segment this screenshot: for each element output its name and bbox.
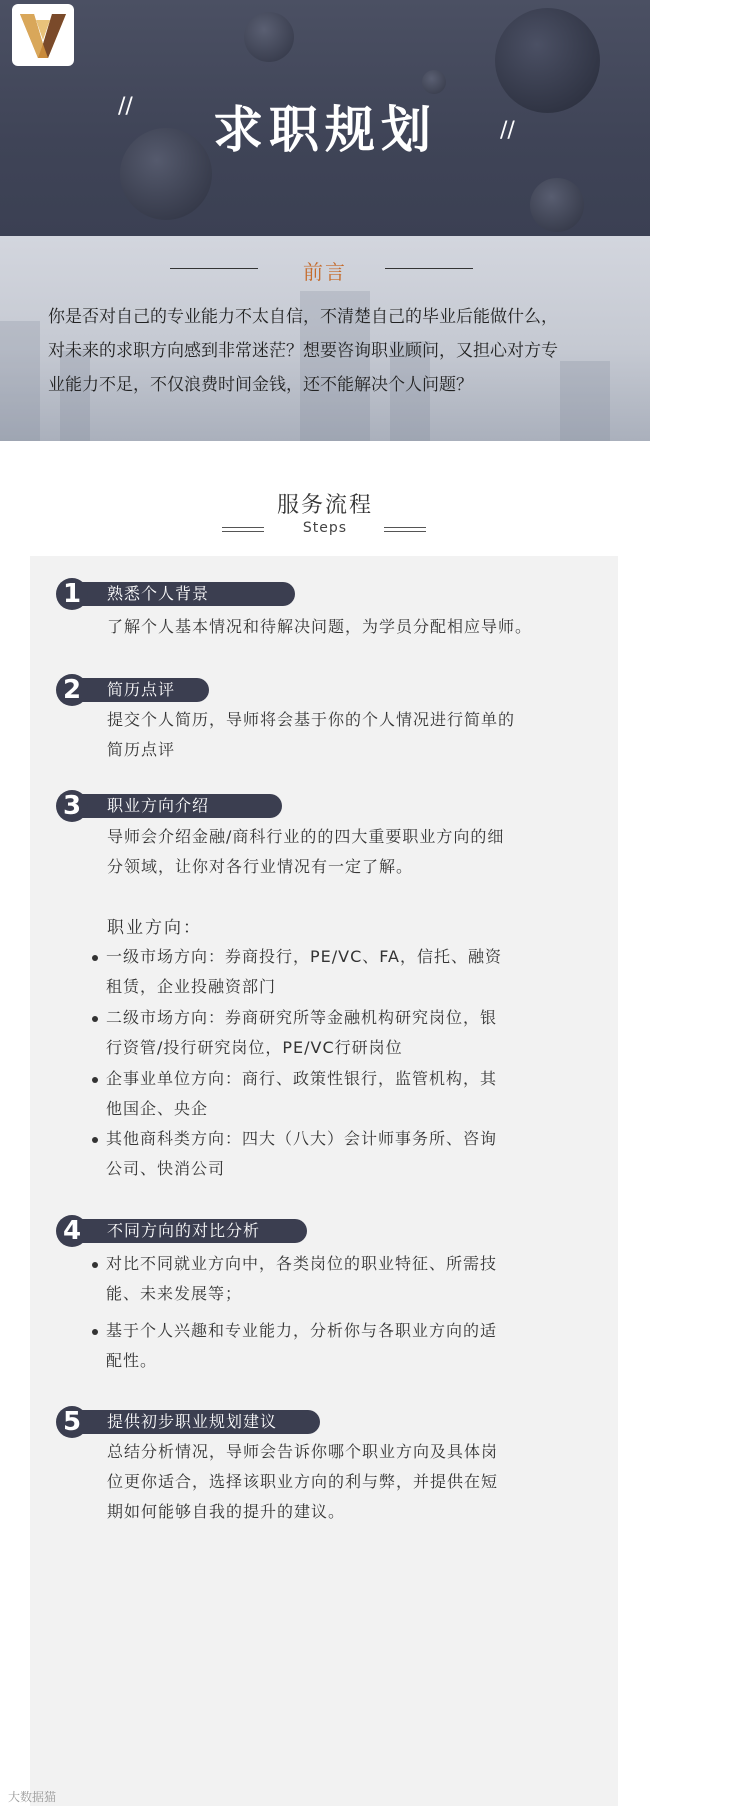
step-line: 总结分析情况，导师会告诉你哪个职业方向及具体岗 bbox=[107, 1442, 499, 1461]
bullet-item: 其他商科类方向：四大（八大）会计师事务所、咨询 公司、快消公司 bbox=[92, 1124, 592, 1184]
header-banner bbox=[0, 0, 650, 236]
preface-text bbox=[48, 300, 608, 402]
step-number: 2 bbox=[56, 674, 88, 706]
bullet-dot bbox=[92, 1137, 98, 1143]
decor-slash: // bbox=[118, 94, 133, 119]
bullet-dot bbox=[92, 1016, 98, 1022]
step-number: 4 bbox=[56, 1215, 88, 1247]
step-label: 职业方向介绍 bbox=[107, 796, 210, 815]
step-line: 提交个人简历，导师将会基于你的个人情况进行简单的 bbox=[107, 710, 516, 729]
step-description bbox=[107, 705, 597, 765]
step-label: 熟悉个人背景 bbox=[107, 584, 210, 603]
decor-circle bbox=[244, 12, 294, 62]
bullet-dot bbox=[92, 1262, 98, 1268]
section-subtitle: Steps bbox=[302, 520, 348, 536]
step-label: 提供初步职业规划建议 bbox=[107, 1412, 278, 1431]
step-description bbox=[107, 612, 597, 642]
career-directions-title: 职业方向： bbox=[107, 918, 202, 938]
step-description bbox=[107, 822, 597, 882]
preface-line: 你是否对自己的专业能力不太自信，不清楚自己的毕业后能做什么， bbox=[48, 307, 558, 327]
step-number: 3 bbox=[56, 790, 88, 822]
preface-line: 对未来的求职方向感到非常迷茫？想要咨询职业顾问，又担心对方专 bbox=[48, 341, 558, 361]
bullet-item: 企事业单位方向：商行、政策性银行，监管机构，其 他国企、央企 bbox=[92, 1064, 592, 1124]
decor-circle bbox=[530, 178, 584, 232]
step-line: 简历点评 bbox=[107, 740, 176, 759]
preface-line: 业能力不足，不仅浪费时间金钱，还不能解决个人问题？ bbox=[48, 375, 473, 395]
double-rule bbox=[222, 527, 264, 532]
brand-logo bbox=[12, 4, 74, 66]
step-label: 不同方向的对比分析 bbox=[107, 1221, 261, 1240]
bullet-dot bbox=[92, 1329, 98, 1335]
bullet-item: 基于个人兴趣和专业能力，分析你与各职业方向的适 配性。 bbox=[92, 1316, 592, 1376]
preface-section bbox=[0, 236, 650, 441]
step-label: 简历点评 bbox=[107, 680, 176, 699]
bullet-item: 二级市场方向：券商研究所等金融机构研究岗位，银 行资管/投行研究岗位，PE/VC行研岗位 bbox=[92, 1003, 592, 1063]
step-line: 期如何能够自我的提升的建议。 bbox=[107, 1502, 346, 1521]
preface-title: 前言 bbox=[303, 260, 347, 284]
page-title: 求职规划 bbox=[213, 101, 437, 159]
step-description bbox=[107, 1437, 597, 1527]
watermark: 大数据猫 bbox=[8, 1790, 57, 1804]
bullet-dot bbox=[92, 955, 98, 961]
city-silhouette bbox=[0, 321, 40, 441]
step-line: 导师会介绍金融/商科行业的的四大重要职业方向的细 bbox=[107, 827, 505, 846]
bullet-item: 一级市场方向：券商投行，PE/VC、FA，信托、融资 租赁，企业投融资部门 bbox=[92, 942, 592, 1002]
bullet-item: 对比不同就业方向中，各类岗位的职业特征、所需技 能、未来发展等； bbox=[92, 1249, 592, 1309]
double-rule bbox=[384, 527, 426, 532]
decor-slash: // bbox=[500, 118, 515, 143]
section-title: 服务流程 bbox=[276, 493, 373, 518]
step-number: 1 bbox=[56, 578, 88, 610]
bullet-dot bbox=[92, 1077, 98, 1083]
step-number: 5 bbox=[56, 1406, 88, 1438]
step-line: 了解个人基本情况和待解决问题，为学员分配相应导师。 bbox=[107, 617, 533, 636]
step-line: 位更你适合，选择该职业方向的利与弊，并提供在短 bbox=[107, 1472, 499, 1491]
step-line: 分领域，让你对各行业情况有一定了解。 bbox=[107, 857, 414, 876]
